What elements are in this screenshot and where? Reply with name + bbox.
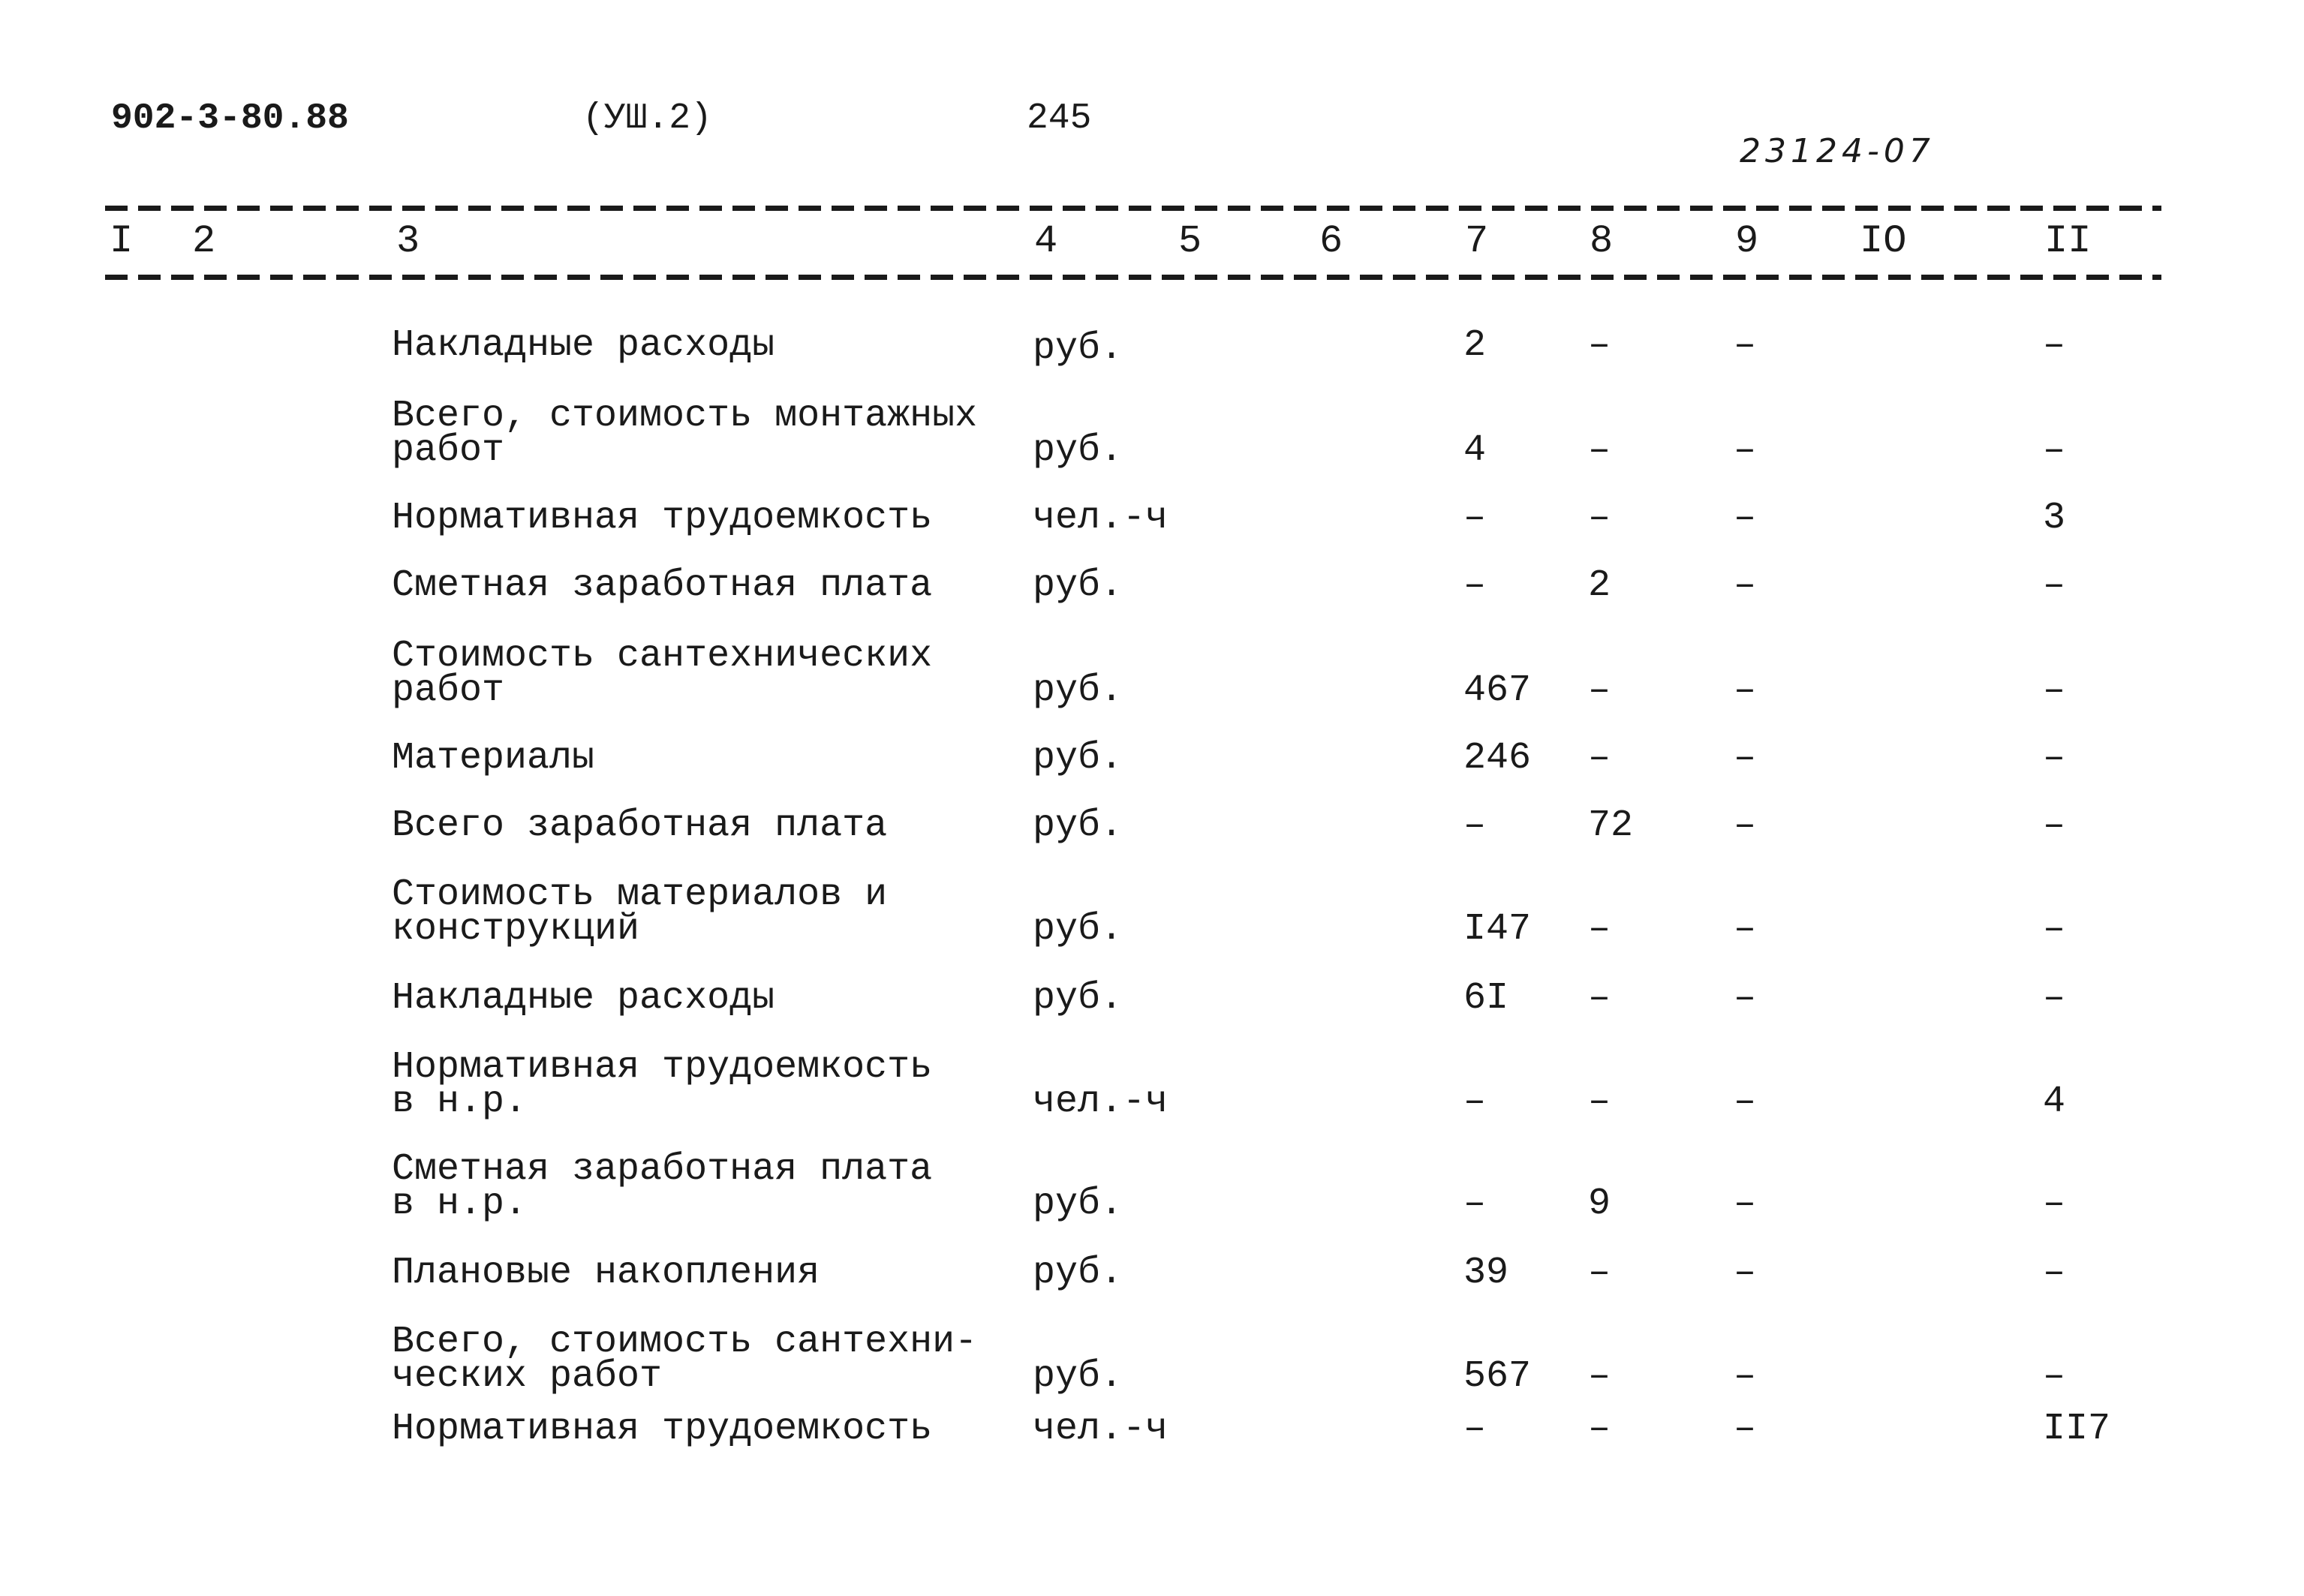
row-col7-value: 567 xyxy=(1463,1355,1532,1398)
row-col7-value: 6I xyxy=(1463,977,1509,1020)
row-col11-value: – xyxy=(2043,1355,2066,1398)
row-col8-value: – xyxy=(1588,908,1611,951)
row-label-line: Накладные расходы xyxy=(392,977,775,1020)
row-col7-value: – xyxy=(1463,1081,1487,1123)
row-col9-value: – xyxy=(1734,977,1757,1020)
row-col8-value: – xyxy=(1588,1408,1611,1450)
row-col11-value: 3 xyxy=(2043,497,2066,540)
row-col8-value: – xyxy=(1588,429,1611,472)
row-col7-value: – xyxy=(1463,1183,1487,1225)
row-col11-value: – xyxy=(2043,908,2066,951)
section-label: (УШ.2) xyxy=(582,98,712,139)
row-col9-value: – xyxy=(1734,564,1757,607)
row-unit: руб. xyxy=(1033,804,1123,847)
column-header: 9 xyxy=(1735,219,1759,263)
row-col9-value: – xyxy=(1734,497,1757,540)
row-unit: руб. xyxy=(1033,669,1123,712)
row-col7-value: 39 xyxy=(1463,1252,1509,1294)
handwritten-number: 23124-07 xyxy=(1740,132,1935,170)
row-col9-value: – xyxy=(1734,1355,1757,1398)
row-col9-value: – xyxy=(1734,429,1757,472)
row-label-line: ческих работ xyxy=(392,1355,663,1398)
row-col9-value: – xyxy=(1734,1408,1757,1450)
row-unit: руб. xyxy=(1033,327,1123,370)
row-col11-value: – xyxy=(2043,324,2066,367)
row-unit: руб. xyxy=(1033,1355,1123,1398)
row-unit: чел.-ч xyxy=(1033,497,1169,540)
header-top-rule xyxy=(105,206,2161,211)
row-label-line: конструкций xyxy=(392,908,640,951)
row-col8-value: 72 xyxy=(1588,804,1634,847)
row-col7-value: 246 xyxy=(1463,737,1532,780)
row-label-line: в н.р. xyxy=(392,1183,528,1225)
row-label-line: Материалы xyxy=(392,737,595,780)
row-unit: руб. xyxy=(1033,429,1123,472)
row-unit: руб. xyxy=(1033,737,1123,780)
row-col11-value: – xyxy=(2043,1252,2066,1294)
row-col9-value: – xyxy=(1734,1252,1757,1294)
row-col7-value: – xyxy=(1463,497,1487,540)
row-col8-value: – xyxy=(1588,497,1611,540)
row-col8-value: – xyxy=(1588,669,1611,712)
row-label-line: Сметная заработная плата xyxy=(392,1148,933,1191)
row-col7-value: I47 xyxy=(1463,908,1532,951)
row-col9-value: – xyxy=(1734,669,1757,712)
column-header: 8 xyxy=(1590,219,1614,263)
row-label-line: в н.р. xyxy=(392,1081,528,1123)
column-header: 6 xyxy=(1319,219,1343,263)
row-label-line: Плановые накопления xyxy=(392,1252,820,1294)
row-col9-value: – xyxy=(1734,1081,1757,1123)
row-label-line: Сметная заработная плата xyxy=(392,564,933,607)
row-label-line: Нормативная трудоемкость xyxy=(392,497,933,540)
row-col11-value: – xyxy=(2043,1183,2066,1225)
row-col8-value: – xyxy=(1588,737,1611,780)
row-unit: чел.-ч xyxy=(1033,1408,1169,1450)
row-label-line: Накладные расходы xyxy=(392,324,775,367)
row-label-line: Стоимость сантехнических xyxy=(392,635,933,678)
column-header: 5 xyxy=(1178,219,1202,263)
column-header: 4 xyxy=(1034,219,1058,263)
row-col8-value: – xyxy=(1588,1355,1611,1398)
row-unit: руб. xyxy=(1033,1183,1123,1225)
row-col11-value: – xyxy=(2043,737,2066,780)
row-col7-value: – xyxy=(1463,804,1487,847)
row-label-line: Стоимость материалов и xyxy=(392,873,888,916)
row-col8-value: – xyxy=(1588,1252,1611,1294)
row-col11-value: – xyxy=(2043,564,2066,607)
row-col7-value: – xyxy=(1463,564,1487,607)
column-header: I xyxy=(110,219,134,263)
row-col11-value: II7 xyxy=(2043,1408,2111,1450)
page-number: 245 xyxy=(1027,98,1092,139)
row-col7-value: 4 xyxy=(1463,429,1487,472)
header-bottom-rule xyxy=(105,275,2161,280)
row-unit: чел.-ч xyxy=(1033,1081,1169,1123)
column-header: 3 xyxy=(396,219,420,263)
column-header: 2 xyxy=(192,219,216,263)
row-col7-value: 2 xyxy=(1463,324,1487,367)
row-col9-value: – xyxy=(1734,908,1757,951)
row-label-line: работ xyxy=(392,669,505,712)
row-col8-value: – xyxy=(1588,977,1611,1020)
row-col9-value: – xyxy=(1734,737,1757,780)
row-col9-value: – xyxy=(1734,1183,1757,1225)
row-col11-value: 4 xyxy=(2043,1081,2066,1123)
row-unit: руб. xyxy=(1033,977,1123,1020)
row-unit: руб. xyxy=(1033,1252,1123,1294)
document-code: 902-3-80.88 xyxy=(111,98,349,139)
row-col11-value: – xyxy=(2043,429,2066,472)
row-unit: руб. xyxy=(1033,908,1123,951)
row-col9-value: – xyxy=(1734,804,1757,847)
row-col7-value: – xyxy=(1463,1408,1487,1450)
row-col11-value: – xyxy=(2043,804,2066,847)
row-label-line: Всего, стоимость сантехни- xyxy=(392,1321,978,1363)
row-unit: руб. xyxy=(1033,564,1123,607)
row-col8-value: – xyxy=(1588,324,1611,367)
column-header: II xyxy=(2044,219,2092,263)
row-col11-value: – xyxy=(2043,669,2066,712)
row-label-line: Нормативная трудоемкость xyxy=(392,1408,933,1450)
row-col8-value: 2 xyxy=(1588,564,1611,607)
column-header: 7 xyxy=(1465,219,1489,263)
row-col8-value: 9 xyxy=(1588,1183,1611,1225)
row-label-line: Всего заработная плата xyxy=(392,804,888,847)
row-col7-value: 467 xyxy=(1463,669,1532,712)
row-label-line: работ xyxy=(392,429,505,472)
row-label-line: Всего, стоимость монтажных xyxy=(392,395,978,437)
row-col11-value: – xyxy=(2043,977,2066,1020)
row-label-line: Нормативная трудоемкость xyxy=(392,1046,933,1089)
row-col8-value: – xyxy=(1588,1081,1611,1123)
row-col9-value: – xyxy=(1734,324,1757,367)
column-header: IO xyxy=(1860,219,1907,263)
